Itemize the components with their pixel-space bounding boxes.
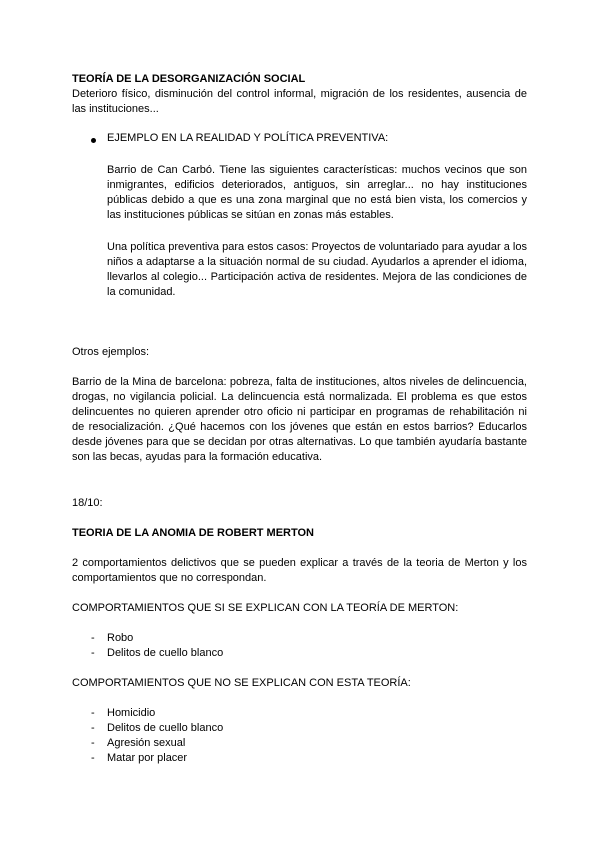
- others-paragraph: Barrio de la Mina de barcelona: pobreza, falta de instituciones, altos niveles de delincuencia, drogas, no vigilancia policial. La delincuencia está normalizada. El problema es que estos delincuentes no quieren aprender otro oficio ni participar en programas de rehabilitación ni de resocialización. ¿Qué hacemos con los jóvenes que están en estos barrios? Educarlos desde jóvenes para que se decidan por otras alternativas. Lo que también ayudaría bastante son las becas, ayudas para la formación educativa.: [72, 376, 527, 463]
- date-label: 18/10:: [72, 497, 103, 509]
- merton-title: TEORIA DE LA ANOMIA DE ROBERT MERTON: [72, 527, 314, 539]
- section-title: TEORÍA DE LA DESORGANIZACIÓN SOCIAL: [72, 73, 306, 85]
- list-item: Robo: [107, 632, 134, 644]
- list-dash: -: [91, 707, 95, 719]
- others-heading: Otros ejemplos:: [72, 346, 150, 358]
- list-dash: -: [91, 632, 95, 644]
- list-dash: -: [91, 647, 95, 659]
- explained-heading: COMPORTAMIENTOS QUE SI SE EXPLICAN CON LA TEORÍA DE MERTON:: [72, 602, 459, 614]
- bullet-heading: EJEMPLO EN LA REALIDAD Y POLÍTICA PREVENTIVA:: [107, 132, 389, 144]
- intro-paragraph: Deterioro físico, disminución del control informal, migración de los residentes, ausencia de las instituciones...: [72, 88, 527, 115]
- list-item: Delitos de cuello blanco: [107, 722, 224, 734]
- merton-intro: 2 comportamientos delictivos que se pueden explicar a través de la teoria de Merton y los comportamientos que no correspondan.: [72, 557, 527, 584]
- list-dash: -: [91, 737, 95, 749]
- bullet-icon: [91, 138, 96, 143]
- list-dash: -: [91, 722, 95, 734]
- not-explained-heading: COMPORTAMIENTOS QUE NO SE EXPLICAN CON ESTA TEORÍA:: [72, 677, 411, 689]
- list-item: Agresión sexual: [107, 737, 186, 749]
- policy-paragraph: Una política preventiva para estos casos: Proyectos de voluntariado para ayudar a los niños a adaptarse a la situación normal de su ciudad. Ayudarlos a aprender el idioma, llevarlos al colegio... Participación activa de residentes. Mejora de las condiciones de la comunidad.: [107, 241, 527, 298]
- list-dash: -: [91, 752, 95, 764]
- list-item: Matar por placer: [107, 752, 188, 764]
- list-item: Delitos de cuello blanco: [107, 647, 224, 659]
- list-item: Homicidio: [107, 707, 156, 719]
- example-paragraph: Barrio de Can Carbó. Tiene las siguientes características: muchos vecinos que son inmigrantes, edificios deteriorados, antiguos, sin arreglar... no hay instituciones públicas debido a que es una zona marginal que no está bien vista, los comercios y las instituciones públicas se sitúan en zonas más estables.: [107, 164, 527, 221]
